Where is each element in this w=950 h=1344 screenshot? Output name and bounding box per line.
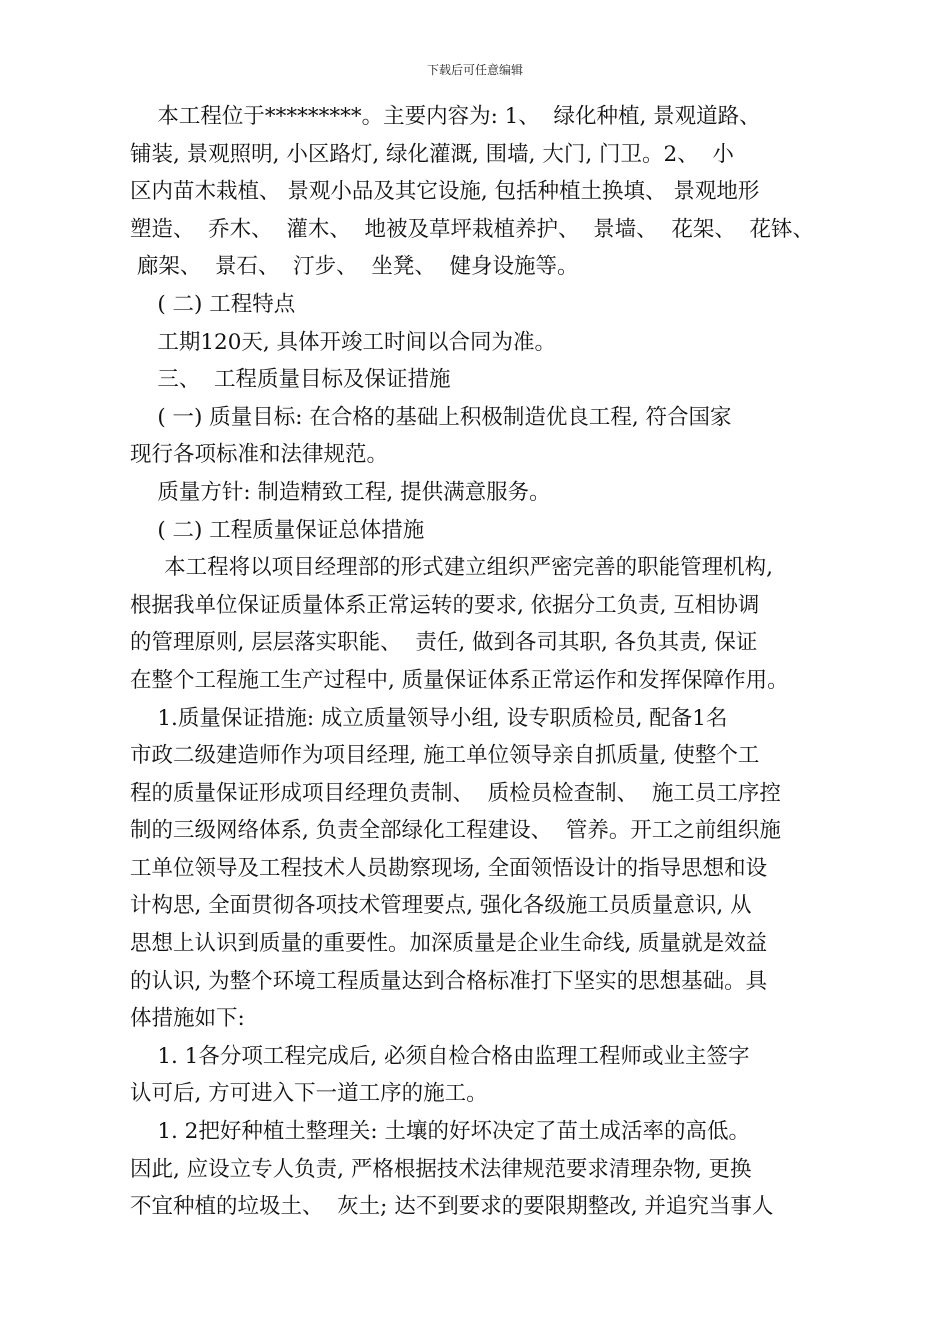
text-line: 不宜种植的垃圾土、 灰土; 达不到要求的要限期整改, 并追究当事人 [130,1194,774,1220]
text-line: 工期120天, 具体开竣工时间以合同为准。 [130,329,557,355]
text-line: 质量方针: 制造精致工程, 提供满意服务。 [130,479,551,505]
text-line: 的管理原则, 层层落实职能、 责任, 做到各司其职, 各负其责, 保证 [130,630,758,656]
body-text [130,98,842,1226]
text-line: 本工程位于*********。主要内容为: 1、 绿化种植, 景观道路、 [130,104,761,129]
text-line: 三、 工程质量目标及保证措施 [130,367,451,393]
text-line: ( 二) 工程质量保证总体措施 [130,517,425,543]
page-header: 下载后可任意编辑 [426,63,523,77]
text-line: 本工程将以项目经理部的形式建立组织严密完善的职能管理机构, [130,555,774,581]
text-line: ( 一) 质量目标: 在合格的基础上积极制造优良工程, 符合国家 [130,404,732,430]
text-line: 在整个工程施工生产过程中, 质量保证体系正常运作和发挥保障作用。 [130,667,789,693]
text-line: 认可后, 方可进入下一道工序的施工。 [130,1081,488,1107]
text-line: 程的质量保证形成项目经理负责制、 质检员检查制、 施工员工序控 [130,780,781,806]
text-line: 体措施如下: [130,1006,245,1032]
text-line: 区内苗木栽植、 景观小品及其它设施, 包括种植土换填、 景观地形 [130,179,760,205]
text-line: 1. 2把好种植土整理关: 土壤的好坏决定了苗土成活率的高低。 [130,1119,750,1145]
text-line: 现行各项标准和法律规范。 [130,442,389,468]
text-line: 1. 1各分项工程完成后, 必须自检合格由监理工程师或业主签字 [130,1043,750,1069]
text-line: 1.质量保证措施: 成立质量领导小组, 设专职质检员, 配备1名 [130,705,728,731]
text-line: 工单位领导及工程技术人员勘察现场, 全面领悟设计的指导思想和设 [130,855,768,881]
text-line: 因此, 应设立专人负责, 严格根据技术法律规范要求清理杂物, 更换 [130,1156,752,1182]
text-line: 制的三级网络体系, 负责全部绿化工程建设、 管养。开工之前组织施 [130,818,781,844]
text-line: 的认识, 为整个环境工程质量达到合格标准打下坚实的思想基础。具 [130,968,768,994]
text-line: 根据我单位保证质量体系正常运转的要求, 依据分工负责, 互相协调 [130,592,760,618]
text-line: 思想上认识到质量的重要性。加深质量是企业生命线, 质量就是效益 [130,931,768,957]
text-line: 市政二级建造师作为项目经理, 施工单位领导亲自抓质量, 使整个工 [130,743,760,769]
text-line: 计构思, 全面贯彻各项技术管理要点, 强化各级施工员质量意识, 从 [130,893,752,919]
text-line: 塑造、 乔木、 灌木、 地被及草坪栽植养护、 景墙、 花架、 花钵、 [130,216,815,242]
text-line: 铺装, 景观照明, 小区路灯, 绿化灌溉, 围墙, 大门, 门卫。2、 小 [130,141,734,167]
text-line: ( 二) 工程特点 [130,291,296,317]
text-line: 廊架、 景石、 汀步、 坐凳、 健身设施等。 [130,254,579,280]
